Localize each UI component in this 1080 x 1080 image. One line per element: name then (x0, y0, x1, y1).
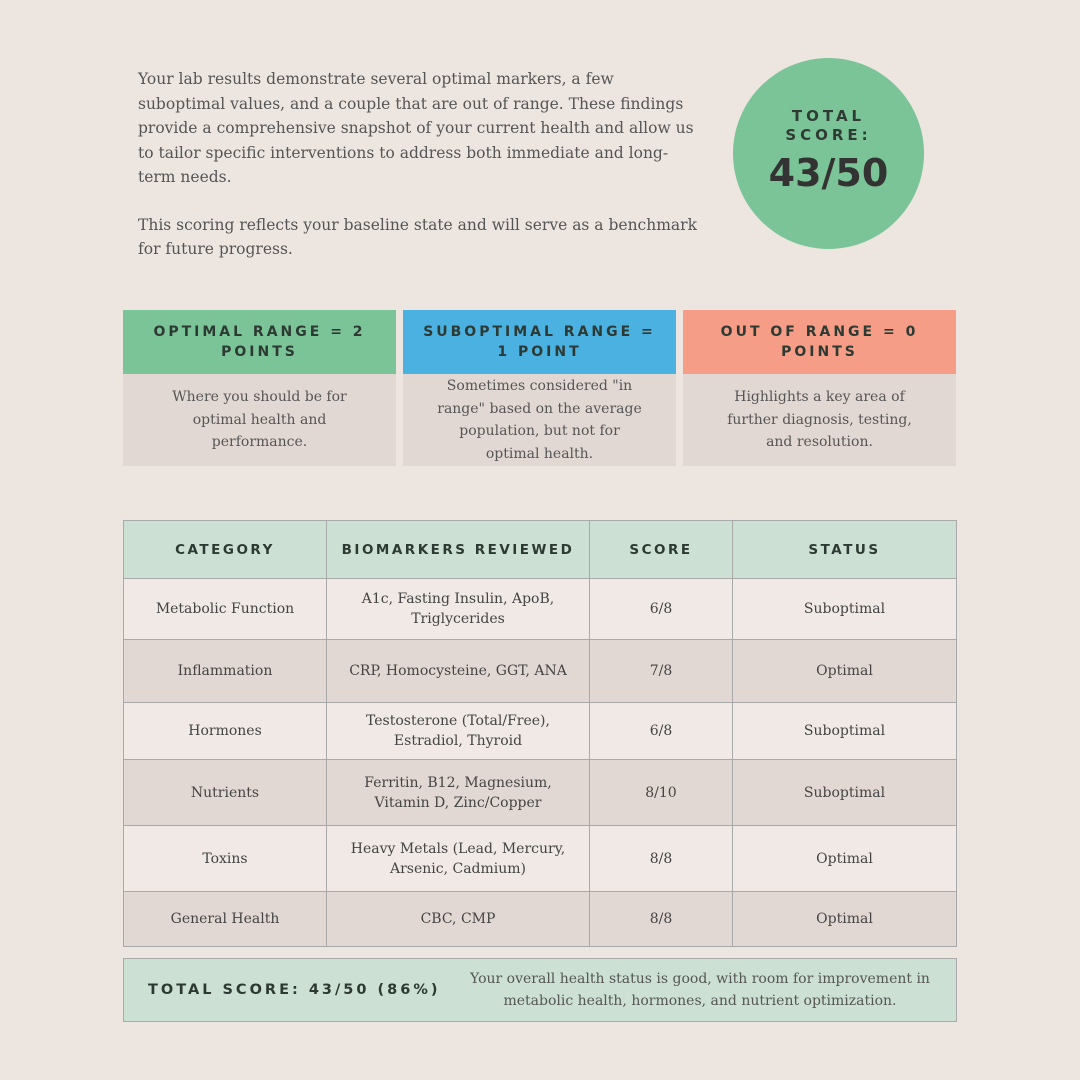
range-card-out-of-range (683, 310, 956, 466)
row-category: General Health (124, 892, 327, 947)
range-title: OUT OF RANGE = 0 POINTS (683, 310, 956, 374)
row-score: 6/8 (590, 703, 733, 760)
row-category: Nutrients (124, 760, 327, 826)
table-row (124, 826, 957, 892)
row-score: 8/8 (590, 892, 733, 947)
summary-footer (123, 958, 957, 1022)
range-card-suboptimal (403, 310, 676, 466)
row-biomarkers: CRP, Homocysteine, GGT, ANA (327, 640, 590, 703)
row-status: Suboptimal (733, 579, 957, 640)
table-row (124, 640, 957, 703)
total-score-badge (733, 58, 924, 249)
row-status: Suboptimal (733, 703, 957, 760)
score-table (123, 520, 957, 947)
table-row (124, 760, 957, 826)
range-title: SUBOPTIMAL RANGE = 1 POINT (403, 310, 676, 374)
row-category: Toxins (124, 826, 327, 892)
row-biomarkers: A1c, Fasting Insulin, ApoB, Triglycerides (327, 579, 590, 640)
row-status: Suboptimal (733, 760, 957, 826)
footer-total-score: TOTAL SCORE: 43/50 (86%) (148, 982, 441, 998)
footer-summary-note: Your overall health status is good, with room for improvement in metabolic health, hormones, and nutrient optimization. (470, 971, 930, 1009)
range-card-optimal (123, 310, 396, 466)
header-score: SCORE (590, 521, 733, 579)
total-score-value: 43/50 (768, 150, 889, 195)
row-biomarkers: Heavy Metals (Lead, Mercury, Arsenic, Cadmium) (327, 826, 590, 892)
table-row (124, 892, 957, 947)
intro-paragraph-2: This scoring reflects your baseline state and will serve as a benchmark for future progress. (138, 215, 697, 258)
range-description: Highlights a key area of further diagnosis, testing, and resolution. (683, 374, 956, 466)
total-score-label: TOTAL SCORE: (785, 106, 872, 144)
intro-paragraph-1: Your lab results demonstrate several optimal markers, a few suboptimal values, and a couple that are out of range. These findings provide a comprehensive snapshot of your current health and allow us to tailor specific interventions to address both immediate and long-term needs. (138, 70, 694, 186)
row-category: Inflammation (124, 640, 327, 703)
table-row (124, 703, 957, 760)
table-row (124, 579, 957, 640)
row-score: 7/8 (590, 640, 733, 703)
header-status: STATUS (733, 521, 957, 579)
row-biomarkers: CBC, CMP (327, 892, 590, 947)
row-score: 8/10 (590, 760, 733, 826)
row-status: Optimal (733, 826, 957, 892)
range-title: OPTIMAL RANGE = 2 POINTS (123, 310, 396, 374)
header-biomarkers: BIOMARKERS REVIEWED (327, 521, 590, 579)
row-status: Optimal (733, 892, 957, 947)
intro-text (138, 67, 698, 285)
row-score: 6/8 (590, 579, 733, 640)
header-category: CATEGORY (124, 521, 327, 579)
row-status: Optimal (733, 640, 957, 703)
row-biomarkers: Ferritin, B12, Magnesium, Vitamin D, Zinc/Copper (327, 760, 590, 826)
row-score: 8/8 (590, 826, 733, 892)
range-description: Where you should be for optimal health and performance. (123, 374, 396, 466)
row-category: Metabolic Function (124, 579, 327, 640)
row-category: Hormones (124, 703, 327, 760)
row-biomarkers: Testosterone (Total/Free), Estradiol, Thyroid (327, 703, 590, 760)
table-header-row (124, 521, 957, 579)
range-description: Sometimes considered "in range" based on the average population, but not for optimal health. (403, 374, 676, 466)
